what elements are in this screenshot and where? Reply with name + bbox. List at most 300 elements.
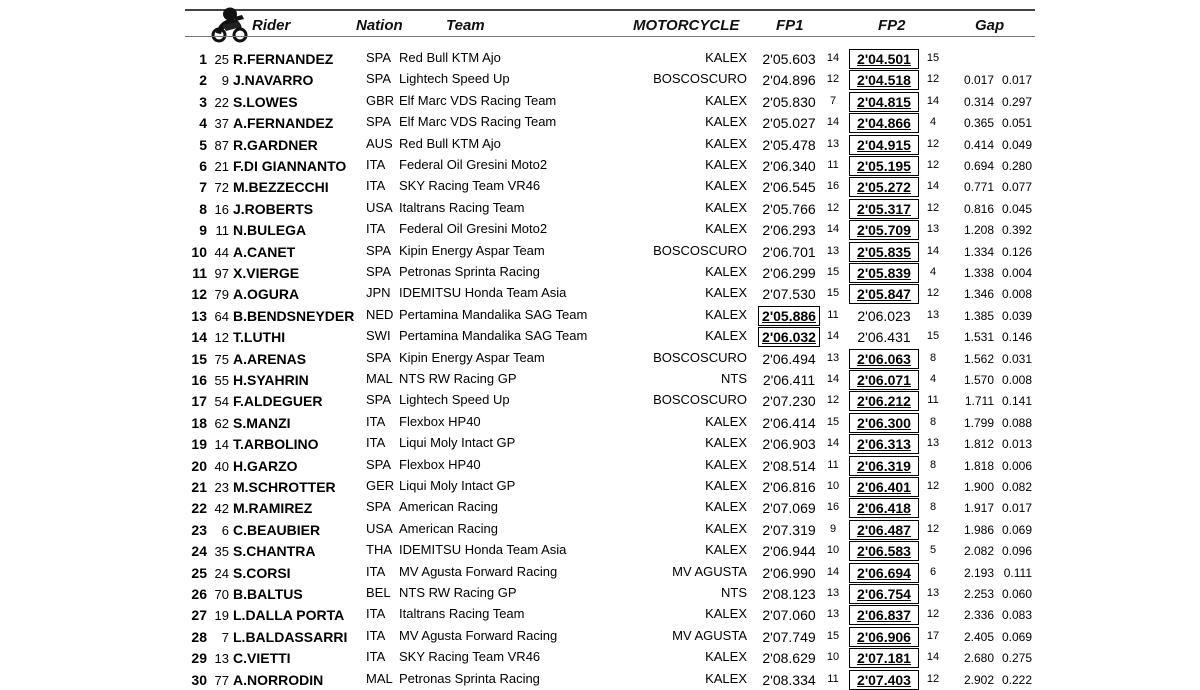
nation: ITA	[366, 649, 386, 665]
rider-name: S.LOWES	[233, 93, 298, 110]
gap-first: 0.816	[963, 201, 994, 216]
fp1-time: 2'08.514	[762, 457, 816, 474]
team-name: Liqui Moly Intact GP	[399, 478, 516, 493]
rider-number: 70	[214, 587, 229, 602]
table-row	[0, 241, 1200, 262]
fp1-laps: 12	[826, 201, 840, 214]
fp2-laps: 17	[926, 629, 940, 642]
fp2-laps: 8	[929, 351, 937, 364]
fp2-time: 2'05.272	[849, 177, 919, 197]
position: 1	[199, 51, 207, 67]
fp2-time: 2'06.023	[857, 307, 911, 324]
rider-number: 44	[214, 244, 229, 260]
table-row	[0, 91, 1200, 112]
gap-previous: 0.060	[1001, 587, 1032, 601]
nation: NED	[366, 306, 394, 322]
nation: AUS	[366, 135, 393, 151]
fp1-time: 2'08.334	[762, 671, 816, 688]
gap-first: 1.531	[963, 330, 994, 345]
table-row	[0, 48, 1200, 69]
fp1-laps: 14	[826, 437, 840, 450]
fp1-laps: 11	[827, 458, 839, 471]
rider-number: 55	[214, 373, 229, 388]
table-row	[0, 562, 1200, 583]
fp2-time: 2'05.195	[849, 156, 919, 176]
team-name: NTS RW Racing GP	[399, 371, 517, 386]
gap-previous: 0.051	[1001, 116, 1032, 131]
position: 10	[191, 243, 207, 260]
team-name: IDEMITSU Honda Team Asia	[399, 285, 567, 301]
gap-previous: 0.126	[1001, 244, 1032, 259]
table-row	[0, 369, 1200, 390]
motorcycle: KALEX	[705, 542, 747, 558]
motorcycle: KALEX	[705, 178, 747, 194]
fp1-time: 2'06.293	[762, 222, 816, 239]
table-row	[0, 262, 1200, 283]
gap-first: 0.017	[963, 73, 994, 88]
position: 23	[191, 521, 207, 538]
gap-first: 1.917	[963, 501, 994, 516]
motorcycle: BOSCOSCURO	[653, 242, 747, 258]
team-name: Pertamina Mandalika SAG Team	[399, 328, 588, 344]
fp1-laps: 12	[826, 73, 840, 86]
fp2-laps: 8	[929, 458, 937, 471]
gap-first: 0.694	[963, 159, 994, 173]
fp2-time: 2'06.487	[849, 520, 919, 540]
table-row	[0, 455, 1200, 476]
gap-first: 1.334	[963, 244, 994, 259]
rider-name: L.DALLA PORTA	[233, 607, 345, 624]
nation: USA	[366, 199, 393, 215]
nation: ITA	[366, 413, 386, 429]
team-name: Liqui Moly Intact GP	[399, 435, 516, 451]
gap-previous: 0.275	[1001, 651, 1032, 666]
nation: SPA	[366, 264, 392, 279]
gap-previous: 0.031	[1001, 351, 1032, 366]
position: 5	[199, 136, 207, 153]
position: 25	[191, 564, 207, 581]
position: 15	[191, 350, 207, 367]
rider-number: 9	[221, 73, 229, 89]
fp2-laps: 13	[926, 223, 940, 236]
table-row	[0, 412, 1200, 433]
fp1-time: 2'05.478	[762, 136, 816, 153]
team-name: Italtrans Racing Team	[399, 606, 525, 622]
fp2-time: 2'06.063	[849, 349, 919, 369]
fp1-time: 2'06.545	[762, 179, 816, 196]
rider-number: 6	[221, 522, 229, 538]
team-name: Petronas Sprinta Racing	[399, 670, 540, 686]
gap-previous: 0.013	[1001, 437, 1032, 452]
team-name: Lightech Speed Up	[399, 392, 510, 408]
motorcycle: KALEX	[705, 285, 747, 301]
gap-previous: 0.088	[1001, 415, 1032, 430]
fp2-laps: 13	[926, 587, 940, 599]
team-name: NTS RW Racing GP	[399, 585, 517, 600]
table-row	[0, 112, 1200, 133]
gap-previous: 0.004	[1001, 266, 1032, 280]
table-row	[0, 433, 1200, 454]
position: 24	[191, 543, 207, 560]
rider-number: 16	[214, 201, 229, 217]
position: 20	[191, 457, 207, 474]
gap-previous: 0.146	[1001, 330, 1032, 345]
motorcycle: KALEX	[705, 199, 747, 215]
header-motorcycle: MOTORCYCLE	[633, 17, 740, 34]
fp2-time: 2'04.815	[849, 92, 919, 112]
gap-first: 1.562	[963, 351, 994, 366]
gap-first: 1.338	[963, 266, 994, 280]
table-row	[0, 647, 1200, 668]
table-row	[0, 198, 1200, 219]
fp1-laps: 14	[826, 565, 840, 578]
fp2-laps: 8	[929, 501, 937, 514]
fp1-laps: 13	[826, 137, 840, 150]
nation: ITA	[366, 435, 386, 451]
table-row	[0, 540, 1200, 561]
gap-first: 0.365	[963, 116, 994, 131]
rider-name: C.BEAUBIER	[233, 521, 321, 538]
table-row	[0, 69, 1200, 90]
fp2-laps: 11	[927, 394, 939, 407]
rider-number: 77	[214, 672, 229, 688]
fp2-time: 2'06.313	[849, 434, 919, 454]
gap-first: 2.082	[963, 544, 994, 559]
rider-name: A.CANET	[233, 243, 296, 260]
fp1-laps: 16	[826, 501, 840, 514]
gap-previous: 0.017	[1001, 501, 1032, 516]
table-row	[0, 583, 1200, 604]
rider-name: S.MANZI	[233, 414, 291, 431]
team-name: American Racing	[399, 499, 498, 515]
position: 6	[199, 158, 207, 174]
fp2-time: 2'06.694	[849, 563, 919, 583]
rider-name: R.GARDNER	[233, 136, 318, 153]
fp2-time: 2'06.401	[849, 477, 919, 497]
nation: ITA	[366, 627, 386, 643]
gap-previous: 0.045	[1001, 201, 1032, 216]
fp2-time: 2'06.212	[849, 391, 919, 411]
rider-number: 12	[214, 330, 229, 346]
gap-first: 2.336	[963, 608, 994, 623]
position: 30	[191, 671, 207, 688]
fp1-laps: 15	[826, 629, 840, 642]
rider-name: T.LUTHI	[233, 329, 286, 346]
fp1-time: 2'06.411	[762, 372, 816, 388]
team-name: Elf Marc VDS Racing Team	[399, 114, 557, 130]
motorcycle: KALEX	[705, 606, 747, 622]
fp1-laps: 14	[826, 116, 840, 129]
motorcycle: KALEX	[705, 670, 747, 686]
fp1-laps: 13	[826, 587, 840, 599]
nation: SPA	[366, 392, 392, 408]
fp1-time: 2'04.896	[762, 72, 816, 89]
motorcycle: KALEX	[705, 50, 747, 65]
nation: USA	[366, 520, 393, 536]
fp2-time: 2'06.319	[849, 456, 919, 476]
rider-name: T.ARBOLINO	[233, 436, 319, 453]
motorcycle-rider-icon	[208, 3, 250, 43]
position: 18	[191, 414, 207, 431]
team-name: IDEMITSU Honda Team Asia	[399, 542, 567, 558]
fp2-time: 2'04.915	[849, 135, 919, 155]
table-row	[0, 176, 1200, 197]
fp2-time: 2'05.839	[849, 263, 919, 283]
fp2-time: 2'07.181	[849, 648, 919, 668]
team-name: Kipin Energy Aspar Team	[399, 349, 545, 365]
fp1-time: 2'07.060	[762, 607, 816, 624]
rider-name: L.BALDASSARRI	[233, 628, 348, 645]
fp2-laps: 13	[926, 308, 940, 321]
fp1-time: 2'06.944	[762, 543, 816, 560]
fp2-time: 2'05.709	[849, 220, 919, 240]
fp2-time: 2'06.583	[849, 541, 919, 561]
fp2-laps: 12	[926, 137, 940, 150]
motorcycle: KALEX	[705, 221, 747, 237]
rider-name: S.CORSI	[233, 564, 291, 581]
rider-number: 62	[214, 415, 229, 431]
gap-first: 1.799	[963, 415, 994, 430]
fp2-laps: 14	[926, 244, 940, 257]
gap-first: 2.902	[963, 672, 994, 687]
nation: THA	[366, 542, 392, 558]
position: 21	[191, 479, 207, 495]
header-nation: Nation	[356, 17, 403, 34]
rider-number: 13	[214, 651, 229, 667]
rider-number: 14	[214, 437, 229, 453]
motorcycle: KALEX	[705, 499, 747, 515]
rider-number: 35	[214, 544, 229, 560]
table-row	[0, 155, 1200, 176]
team-name: American Racing	[399, 520, 498, 536]
gap-previous: 0.017	[1001, 73, 1032, 88]
nation: SPA	[366, 71, 392, 87]
nation: GBR	[366, 92, 395, 108]
position: 9	[199, 222, 207, 239]
gap-first: 0.414	[963, 137, 994, 152]
fp1-time: 2'05.766	[762, 200, 816, 217]
rider-number: 97	[214, 266, 229, 281]
table-row	[0, 476, 1200, 497]
gap-first: 1.818	[963, 458, 994, 473]
rider-number: 25	[214, 52, 229, 67]
rider-number: 42	[214, 501, 229, 517]
rider-number: 7	[221, 629, 229, 645]
motorcycle: BOSCOSCURO	[653, 349, 747, 365]
fp2-laps: 12	[926, 522, 940, 535]
gap-previous: 0.008	[1001, 287, 1032, 302]
gap-previous: 0.297	[1001, 94, 1032, 109]
rider-name: B.BENDSNEYDER	[233, 307, 355, 324]
fp2-laps: 4	[929, 373, 937, 385]
team-name: SKY Racing Team VR46	[399, 649, 541, 665]
table-row	[0, 390, 1200, 411]
rider-name: B.BALTUS	[233, 586, 303, 602]
fp2-laps: 12	[926, 201, 940, 214]
nation: SPA	[366, 50, 392, 65]
nation: JPN	[366, 285, 391, 301]
gap-first: 1.346	[963, 287, 994, 302]
position: 7	[199, 179, 207, 196]
fp2-time: 2'06.754	[849, 584, 919, 604]
gap-first: 1.385	[963, 308, 994, 323]
fp1-laps: 15	[826, 287, 840, 300]
team-name: Federal Oil Gresini Moto2	[399, 221, 548, 237]
motorcycle: KALEX	[705, 478, 747, 493]
fp2-laps: 14	[926, 651, 940, 664]
motorcycle: BOSCOSCURO	[653, 392, 747, 408]
fp1-time: 2'07.749	[762, 628, 816, 645]
fp2-time: 2'06.431	[857, 329, 911, 346]
motorcycle: KALEX	[705, 649, 747, 665]
rider-number: 75	[214, 351, 229, 367]
nation: SPA	[366, 456, 392, 472]
table-row	[0, 326, 1200, 347]
gap-first: 1.812	[963, 437, 994, 452]
nation: MAL	[366, 371, 393, 386]
team-name: Flexbox HP40	[399, 456, 481, 472]
table-row	[0, 669, 1200, 690]
rider-number: 22	[214, 94, 229, 110]
position: 14	[191, 329, 207, 346]
motorcycle: KALEX	[705, 157, 747, 172]
table-row	[0, 134, 1200, 155]
rider-name: J.NAVARRO	[233, 72, 314, 89]
fp1-time: 2'05.603	[762, 51, 816, 67]
rider-number: 64	[214, 308, 229, 324]
fp2-laps: 12	[926, 608, 940, 621]
fp1-time: 2'07.069	[762, 500, 816, 517]
fp1-laps: 7	[829, 94, 837, 107]
header-team: Team	[446, 17, 485, 34]
fp2-time: 2'05.835	[849, 242, 919, 262]
rider-name: H.GARZO	[233, 457, 298, 474]
motorcycle: MV AGUSTA	[672, 563, 747, 579]
gap-first: 0.771	[963, 180, 994, 195]
gap-previous: 0.069	[1001, 629, 1032, 644]
motorcycle: NTS	[721, 585, 747, 600]
motorcycle: BOSCOSCURO	[653, 71, 747, 87]
fp2-laps: 12	[926, 159, 940, 171]
gap-previous: 0.222	[1001, 672, 1032, 687]
gap-first: 2.405	[963, 629, 994, 644]
fp1-laps: 11	[827, 672, 839, 685]
position: 3	[199, 93, 207, 110]
fp1-laps: 9	[829, 522, 837, 535]
rider-number: 11	[215, 223, 229, 239]
fp1-laps: 16	[826, 180, 840, 193]
fp2-time: 2'06.300	[849, 413, 919, 433]
rider-number: 54	[214, 394, 229, 410]
motorcycle: KALEX	[705, 135, 747, 151]
team-name: Kipin Energy Aspar Team	[399, 242, 545, 258]
fp1-time: 2'06.701	[762, 243, 816, 260]
position: 19	[191, 436, 207, 453]
position: 12	[191, 286, 207, 303]
position: 8	[199, 200, 207, 217]
gap-first: 2.253	[963, 587, 994, 601]
nation: ITA	[366, 606, 386, 622]
header-rule	[185, 36, 1035, 37]
rider-number: 21	[214, 159, 229, 174]
fp2-time: 2'05.847	[849, 284, 919, 304]
fp2-laps: 12	[926, 672, 940, 685]
position: 11	[192, 265, 207, 281]
rider-name: M.SCHROTTER	[233, 479, 336, 495]
rider-name: H.SYAHRIN	[233, 372, 309, 388]
gap-first: 1.986	[963, 522, 994, 537]
fp1-time: 2'08.629	[762, 650, 816, 667]
fp1-laps: 10	[826, 480, 840, 492]
gap-previous: 0.077	[1001, 180, 1032, 195]
nation: SWI	[366, 328, 391, 344]
table-row	[0, 626, 1200, 647]
fp2-time: 2'05.317	[849, 199, 919, 219]
team-name: MV Agusta Forward Racing	[399, 627, 558, 643]
table-row	[0, 305, 1200, 326]
gap-first: 1.570	[963, 373, 994, 387]
rider-name: J.ROBERTS	[233, 200, 314, 217]
gap-previous: 0.141	[1001, 394, 1032, 409]
table-row	[0, 283, 1200, 304]
fp2-laps: 12	[926, 287, 940, 300]
rider-number: 19	[214, 608, 229, 624]
team-name: Lightech Speed Up	[399, 71, 510, 87]
fp2-time: 2'04.501	[849, 49, 919, 69]
position: 16	[191, 372, 207, 388]
team-name: Elf Marc VDS Racing Team	[399, 92, 557, 108]
fp1-time: 2'05.027	[762, 115, 816, 132]
fp1-time: 2'05.886	[758, 306, 820, 326]
motorcycle: KALEX	[705, 306, 747, 322]
gap-first: 1.900	[963, 480, 994, 494]
rider-name: R.FERNANDEZ	[233, 51, 334, 67]
fp2-laps: 15	[926, 52, 940, 64]
gap-previous: 0.082	[1001, 480, 1032, 494]
motorcycle: KALEX	[705, 114, 747, 130]
fp1-time: 2'06.903	[762, 436, 816, 453]
rider-number: 24	[214, 565, 229, 581]
fp1-time: 2'06.299	[762, 265, 816, 281]
nation: GER	[366, 478, 395, 493]
fp1-time: 2'06.032	[758, 327, 820, 347]
fp2-time: 2'06.906	[849, 627, 919, 647]
team-name: Red Bull KTM Ajo	[399, 50, 501, 65]
rider-name: S.CHANTRA	[233, 543, 316, 560]
rider-name: N.BULEGA	[233, 222, 307, 239]
gap-first: 1.208	[963, 223, 994, 238]
rider-name: F.DI GIANNANTO	[233, 158, 347, 174]
fp1-laps: 15	[826, 415, 840, 428]
rider-number: 23	[214, 480, 229, 495]
fp2-laps: 15	[926, 330, 940, 343]
fp2-laps: 4	[929, 116, 937, 129]
fp1-laps: 12	[826, 394, 840, 407]
rider-number: 87	[214, 137, 229, 153]
table-row	[0, 497, 1200, 518]
motorcycle: KALEX	[705, 435, 747, 451]
fp1-laps: 14	[826, 52, 840, 64]
fp2-laps: 4	[929, 266, 937, 278]
fp2-laps: 6	[929, 565, 937, 578]
team-name: Petronas Sprinta Racing	[399, 264, 540, 279]
table-row	[0, 348, 1200, 369]
gap-previous: 0.083	[1001, 608, 1032, 623]
team-name: Flexbox HP40	[399, 413, 481, 429]
team-name: Red Bull KTM Ajo	[399, 135, 501, 151]
rider-name: M.BEZZECCHI	[233, 179, 329, 196]
fp2-laps: 12	[926, 480, 940, 492]
